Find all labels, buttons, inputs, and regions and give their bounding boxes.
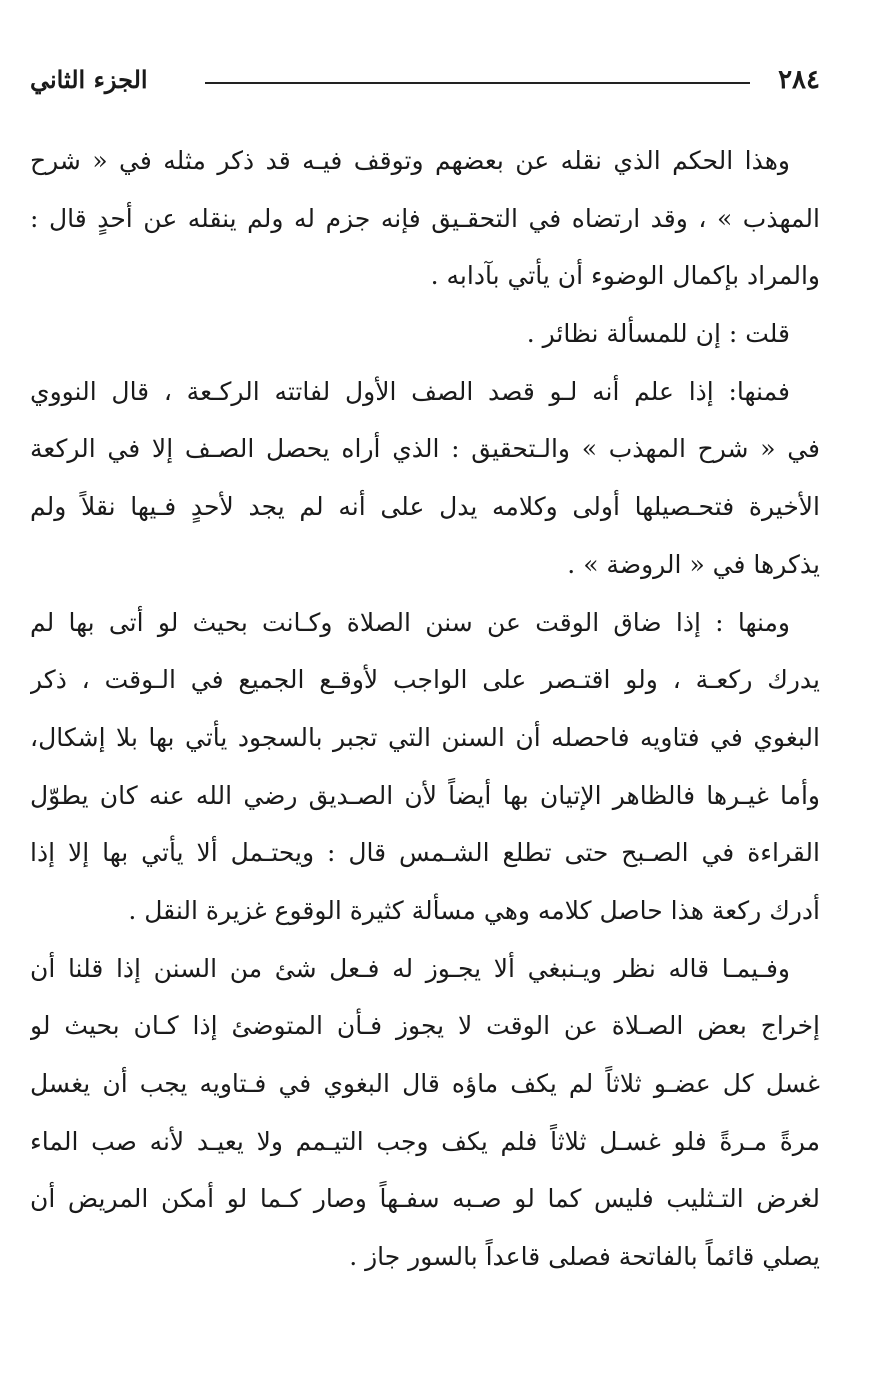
paragraph [30,594,820,940]
text-line: ومنها : إذا ضاق الوقت عن سنن الصلاة وكـانت بحيث لو أتى بها لم [30,607,790,637]
text-line: غسل كل عضـو ثلاثاً لم يكف ماؤه قال البغوي في فـتاويه يجب أن يغسل [30,1069,820,1098]
paragraph [30,940,820,1286]
text-line: المهذب » ، وقد ارتضاه في التحقـيق فإنه جزم له ولم ينقله عن أحدٍ قال : [30,203,820,233]
text-line: والمراد بإكمال الوضوء أن يأتي بآدابه . [430,261,820,291]
paragraph [30,132,820,305]
text-line: الأخيرة فتحـصيلها أولى وكلامه يدل على أنه لم يجد لأحدٍ فـيها نقلاً ولم [30,492,820,522]
text-line: فمنها: إذا علم أنه لـو قصد الصف الأول لفاتته الركـعة ، قال النووي [30,376,790,406]
text-line: وفـيمـا قاله نظر ويـنبغي ألا يجـوز له فـعل شئ من السنن إذا قلنا أن [30,953,790,983]
text-line: القراءة في الصـبح حتى تطلع الشـمس قال : ويحتـمل ألا يأتي بها إلا إذا [30,838,820,868]
text-line: إخراج بعض الصـلاة عن الوقت لا يجوز فـأن المتوضئ إذا كـان بحيث لو [30,1011,820,1041]
page-header [30,62,820,102]
text-line: أدرك ركعة هذا حاصل كلامه وهي مسألة كثيرة الوقوع غزيرة النقل . [128,895,820,925]
page-number: ٢٨٤ [778,65,820,95]
text-line: لغرض التـثليب فليس كما لو صـبه سفـهاً وصار كـما لو أمكن المريض أن [30,1184,820,1214]
text-line: وأما غيـرها فالظاهر الإتيان بها أيضاً لأن الصـديق رضي الله عنه كان يطوّل [30,780,820,810]
text-line: يصلي قائماً بالفاتحة فصلى قاعداً بالسور جاز . [349,1242,820,1272]
text-line: قلت : إن للمسألة نظائر . [526,319,790,349]
body-text [30,132,820,1286]
text-line: يدرك ركعـة ، ولو اقتـصر على الواجب لأوقـع الجميع في الـوقت ، ذكر [30,665,820,695]
text-line: في « شرح المهذب » والـتحقيق : الذي أراه يحصل الصـف إلا في الركعة [30,434,820,464]
paragraph [30,363,820,594]
header-rule [205,82,750,84]
paragraph [30,305,820,363]
text-line: وهذا الحكم الذي نقله عن بعضهم وتوقف فيـه قد ذكر مثله في « شرح [30,146,790,175]
text-line: مرةً مـرةً فلو غسـل ثلاثاً فلم يكف وجب التيـمم ولا يعيـد لأنه صب الماء [30,1126,820,1156]
text-line: البغوي في فتاويه فاحصله أن السنن التي تجبر بالسجود يأتي بها بلا إشكال، [30,722,820,752]
part-title: الجزء الثاني [30,65,148,94]
text-line: يذكرها في « الروضة » . [567,549,820,579]
